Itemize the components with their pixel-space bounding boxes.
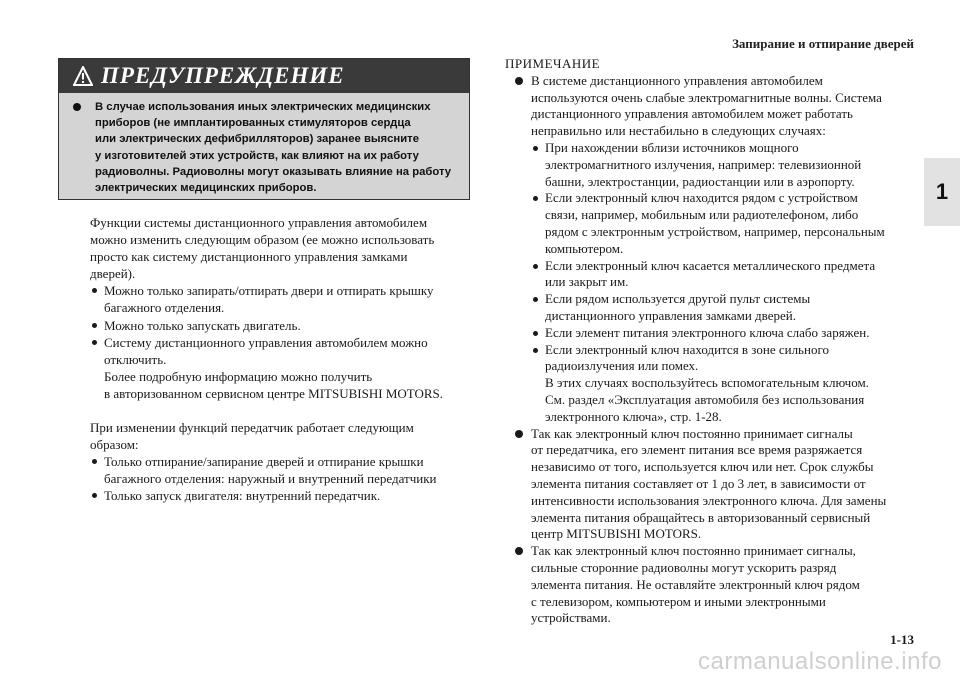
warning-header [59,59,469,93]
warning-line: или электрических дефибрилляторов) заранее выясните [95,133,419,146]
text-line: используются очень слабые электромагнитные волны. Система [531,89,882,105]
warning-line: электрических медицинских приборов. [95,182,317,195]
note-subitem-continuation [505,375,925,425]
text-line: просто как систему дистанционного управления замками [90,249,408,265]
list-item [90,282,480,316]
text-line: Только отпирание/запирание дверей и отпирание крышки [104,454,424,470]
list-item [90,453,480,487]
note-column [505,56,925,627]
text-line: в авторизованном сервисном центре MITSUBISHI MOTORS. [104,385,444,401]
warning-title: ПРЕДУПРЕЖДЕНИЕ [101,63,345,88]
note-subitem [505,190,925,257]
text-line: башни, электростанции, радиостанции или в аэропорту. [545,173,855,189]
watermark-link[interactable]: carmanualsonline.info [698,648,942,675]
text-line: Функции системы дистанционного управления автомобилем [90,215,428,230]
warning-line: радиоволны. Радиоволны могут оказывать влияние на работу [95,165,452,178]
page-number: 1-13 [890,632,914,647]
note-subitem [505,291,925,325]
text-line: образом: [90,437,139,453]
note-heading: ПРИМЕЧАНИЕ [505,56,601,71]
text-line: При нахождении вблизи источников мощного [545,139,799,155]
warning-box [58,58,470,200]
note-item [505,543,925,627]
text-line: центр MITSUBISHI MOTORS. [531,526,702,542]
warning-item [73,99,457,196]
text-line: дверей). [90,266,136,282]
text-line: Если электронный ключ касается металлического предмета [545,257,876,273]
text-line: рядом с электронным устройством, например, персональным [545,223,885,239]
intro-paragraph [90,214,480,282]
text-line: Так как электронный ключ постоянно принимает сигналы [531,425,853,441]
text-line: багажного отделения: наружный и внутренний передатчики [104,471,437,487]
intro-paragraph-2 [90,419,480,453]
list-item [90,334,480,402]
text-line: связи, например, мобильным или радиотелефоном, либо [545,207,859,223]
note-subitem [505,325,925,342]
text-line: от передатчика, его элемент питания все время разряжается [531,442,863,458]
text-line: неправильно или нестабильно в следующих случаях: [531,123,826,139]
text-line: отключить. [104,351,167,367]
note-item [505,426,925,544]
text-line: Можно только запускать двигатель. [104,317,301,333]
text-line: багажного отделения. [104,300,225,316]
text-line: Более подробную информацию можно получить [104,368,373,384]
text-line: компьютером. [545,240,624,256]
text-line: сильные сторонние радиоволны могут ускорить разряд [531,559,837,575]
text-line: Если рядом используется другой пульт системы [545,291,811,307]
text-line: Только запуск двигателя: внутренний передатчик. [104,488,381,504]
text-line: Если электронный ключ находится в зоне сильного [545,341,829,357]
chapter-tab: 1 [924,158,960,226]
text-line: При изменении функций передатчик работает следующим [90,420,414,436]
text-line: элемента питания составляет от 1 до 3 лет, в зависимости от [531,475,866,491]
left-column [90,214,480,505]
text-line: Систему дистанционного управления автомобилем можно [104,334,428,350]
page-header-title: Запирание и отпирание дверей [732,36,914,51]
text-line: Если элемент питания электронного ключа слабо заряжен. [545,324,870,340]
bullet-icon [515,77,523,85]
text-line: с телевизором, компьютером и иными электронными [531,593,826,609]
note-subitem [505,258,925,292]
bullet-icon [515,547,523,555]
text-line: дистанционного управления автомобилем может работать [531,106,853,122]
bullet-icon [515,430,523,438]
warning-line: у изготовителей этих устройств, как влияют на их работу [95,149,419,162]
text-line: можно изменить следующим образом (ее можно использовать [90,232,435,248]
warning-triangle-icon [73,66,93,86]
text-line: В системе дистанционного управления автомобилем [531,72,823,88]
text-line: или закрыт им. [545,274,629,290]
text-line: Можно только запирать/отпирать двери и отпирать крышку [104,283,434,299]
text-line: элемента питания обращайтесь в авторизованный сервисный [531,509,871,525]
text-line: См. раздел «Эксплуатация автомобиля без использования [545,391,865,407]
text-line: электромагнитного излучения, например: телевизионной [545,156,862,172]
text-line: независимо от того, используется ключ или нет. Срок службы [531,459,874,475]
text-line: дистанционного управления замками дверей. [545,307,796,323]
text-line: радиоизлучения или помех. [545,358,699,374]
note-subitem [505,140,925,190]
note-subitem [505,342,925,376]
text-line: В этих случаях воспользуйтесь вспомогательным ключом. [545,375,869,391]
note-item [505,73,925,140]
list-item [90,487,480,504]
text-line: интенсивности использования электронного ключа. Для замены [531,492,887,508]
warning-line: В случае использования иных электрических медицинских [95,101,431,113]
text-line: устройствами. [531,610,611,626]
text-line: Если электронный ключ находится рядом с устройством [545,190,858,206]
bullet-icon [73,103,81,111]
warning-line: приборов (не имплантированных стимуляторов сердца [95,117,411,130]
text-line: Так как электронный ключ постоянно принимает сигналы, [531,543,856,559]
text-line: элемента питания. Не оставляйте электронный ключ рядом [531,576,860,592]
text-line: электронного ключа», стр. 1-28. [545,408,722,424]
list-item [90,317,480,334]
